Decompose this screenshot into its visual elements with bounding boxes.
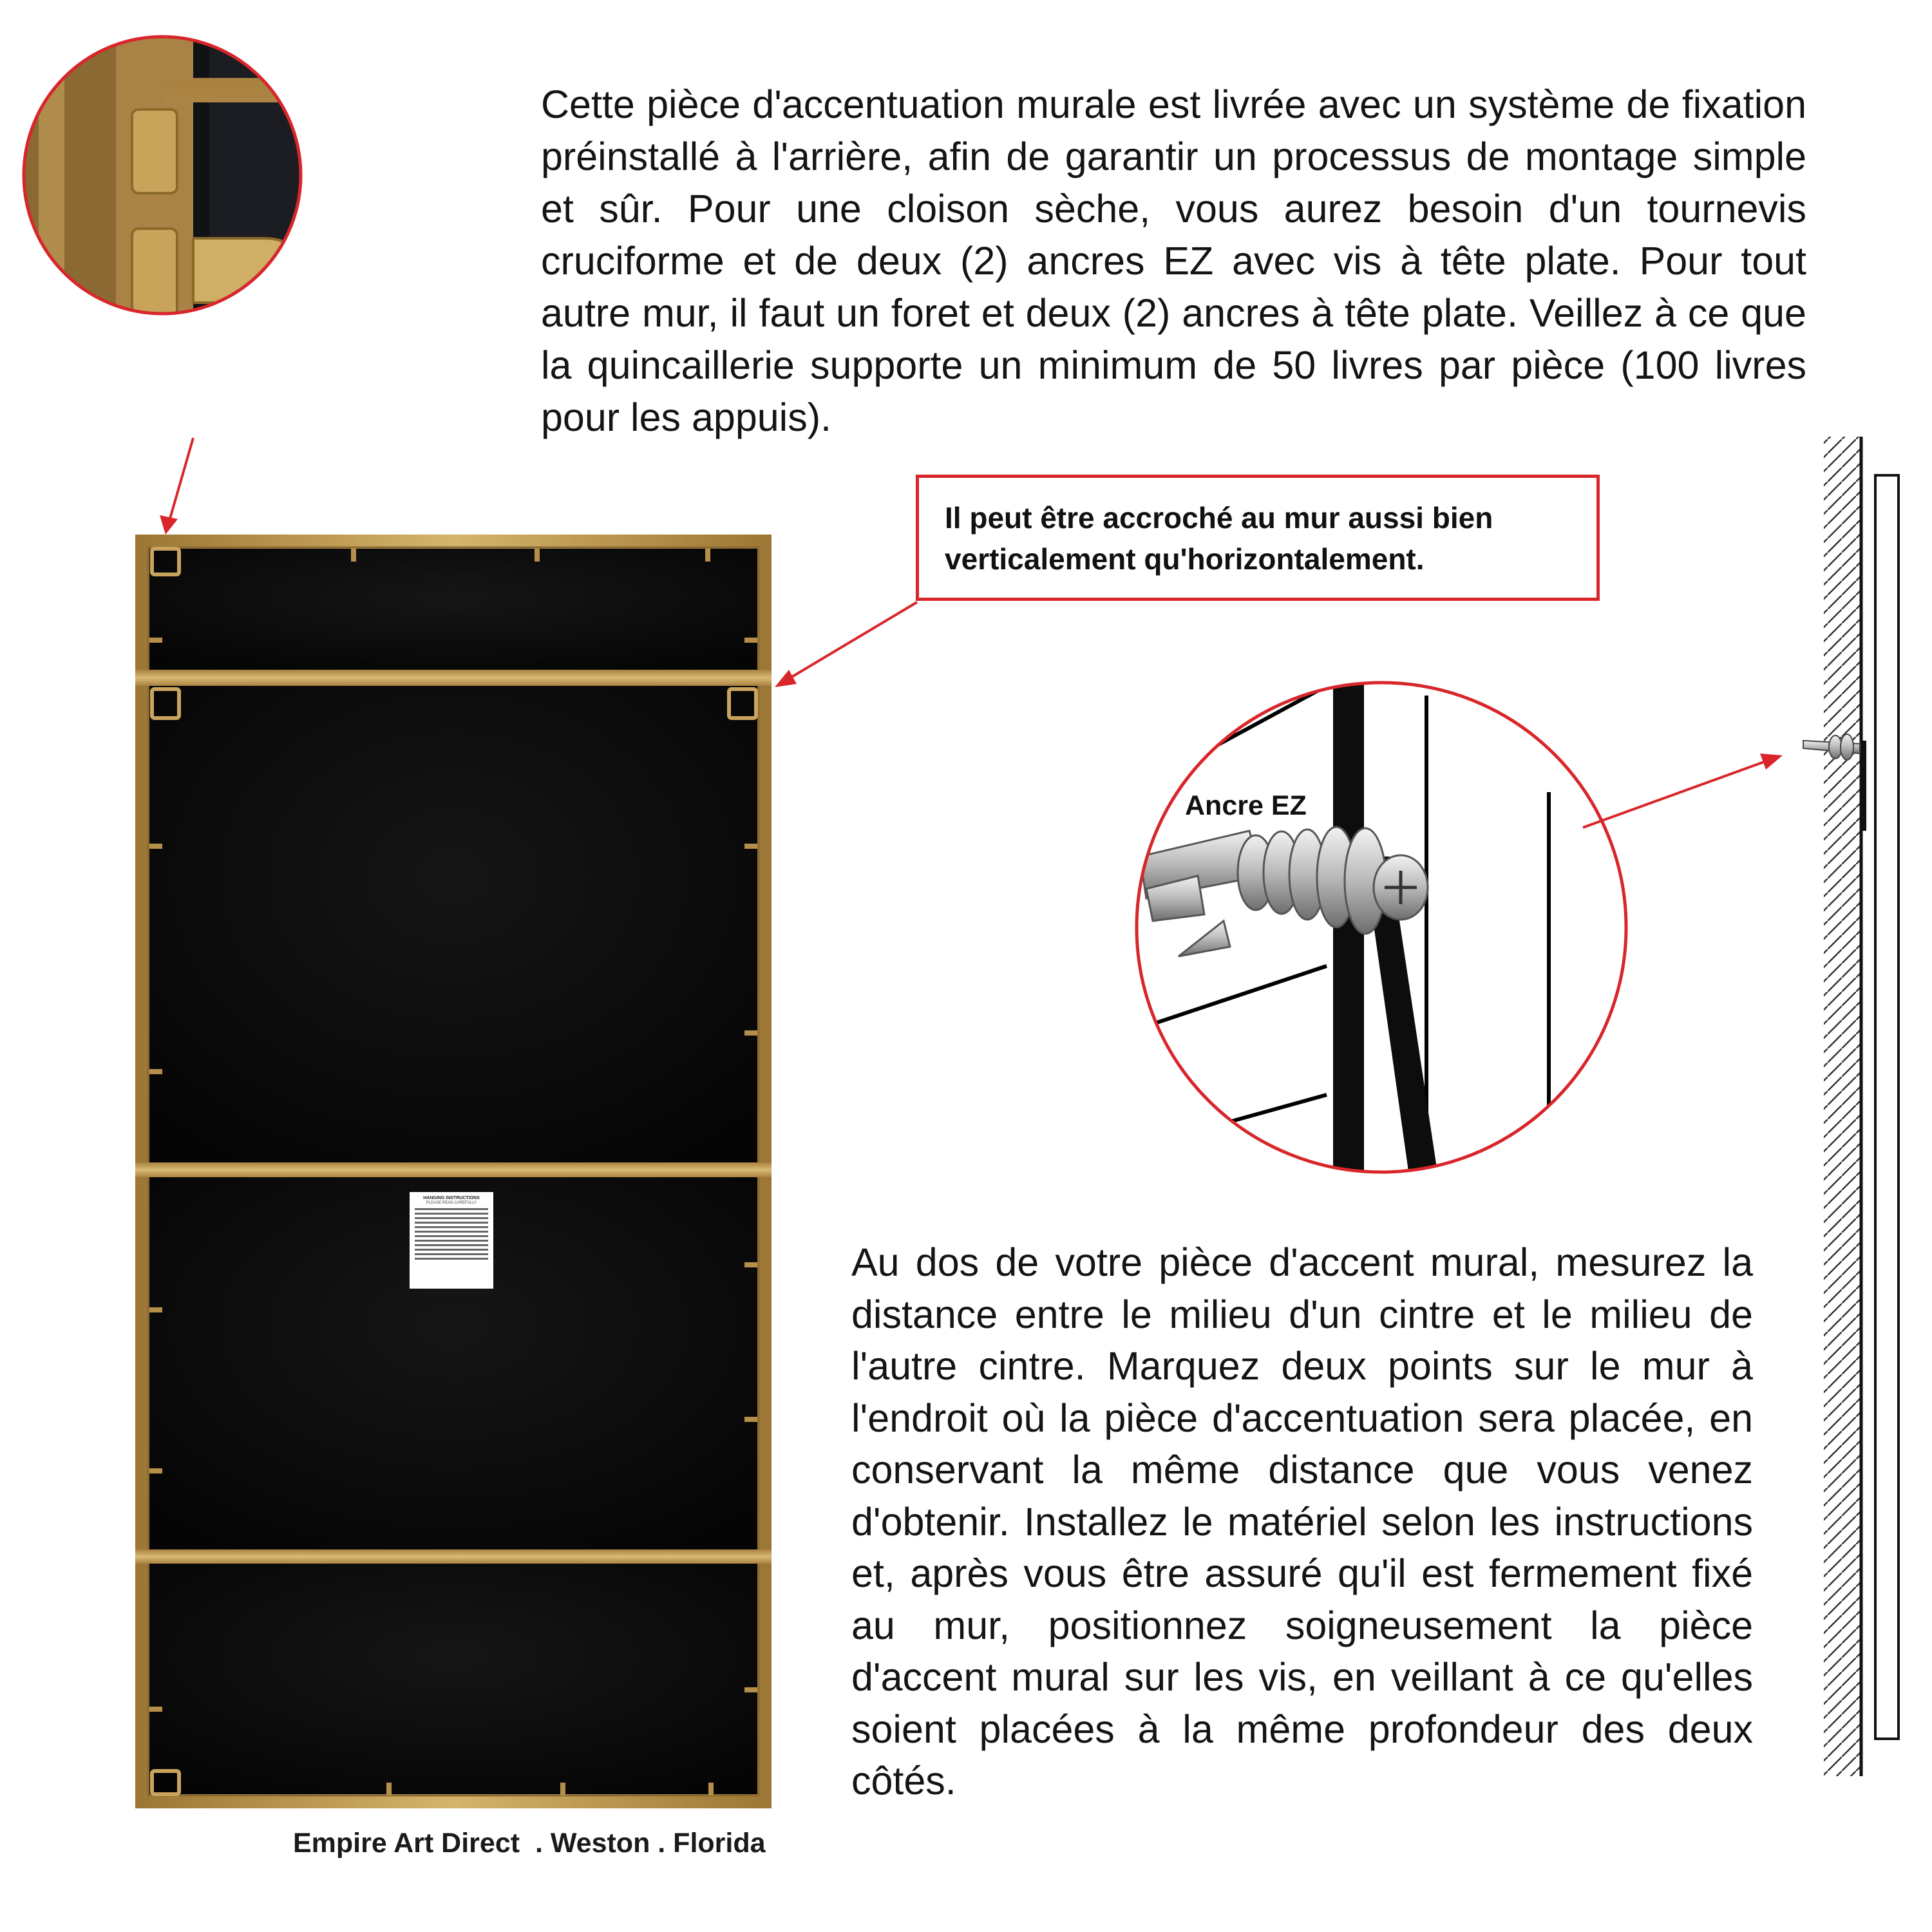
hanger-bracket-icon [19,32,402,367]
hanging-instructions-sticker [410,1192,493,1289]
anchor-pointer-arrow [1583,753,1783,828]
bottom-instructions-paragraph: Au dos de votre pièce d'accent mural, mesurez la distance entre le milieu d'un cintre et le milieu de l'autre cintre. Marquez deux points sur le mur à l'endroit où la pièce d'accentuation sera placée, en conservant la même distance que vous venez d'obtenir. Installez le matériel selon les instructions et, après vous être assuré qu'il est fermement fixé au mur, positionnez soigneusement la pièce d'accent mural sur les vis, en veillant à ce qu'elles soient placées à la même profondeur des deux côtés. [851,1240,1753,1803]
sticker-title: HANGING INSTRUCTIONS [423,1196,480,1200]
ez-anchor-screw-icon [1095,683,1636,1198]
company-footer: Empire Art Direct . Weston . Florida [293,1828,766,1859]
hanger-pointer-arrow [160,438,193,535]
wall-section-icon [1803,437,1899,1776]
orientation-callout-box [916,475,1600,601]
frame-back-view [135,535,772,1808]
orientation-callout-text: Il peut être accroché au mur aussi bien verticalement qu'horizontalement. [945,501,1493,576]
callout-pointer-arrow [775,602,917,687]
sticker-subtitle: PLEASE READ CAREFULLY [426,1201,477,1205]
top-instructions-paragraph: Cette pièce d'accentuation murale est livrée avec un système de fixation préinstallé à l'arrière, afin de garantir un processus de montage simple et sûr. Pour une cloison sèche, vous aurez besoin d'un tournevis cruciforme et de deux (2) ancres EZ avec vis à tête plate. Pour tout autre mur, il faut un foret et deux (2) ancres à tête plate. Veillez à ce que la quincaillerie supporte un minimum de 50 livres par pièce (100 livres pour les appuis). [541,82,1806,439]
ez-anchor-label: Ancre EZ [1185,790,1307,821]
